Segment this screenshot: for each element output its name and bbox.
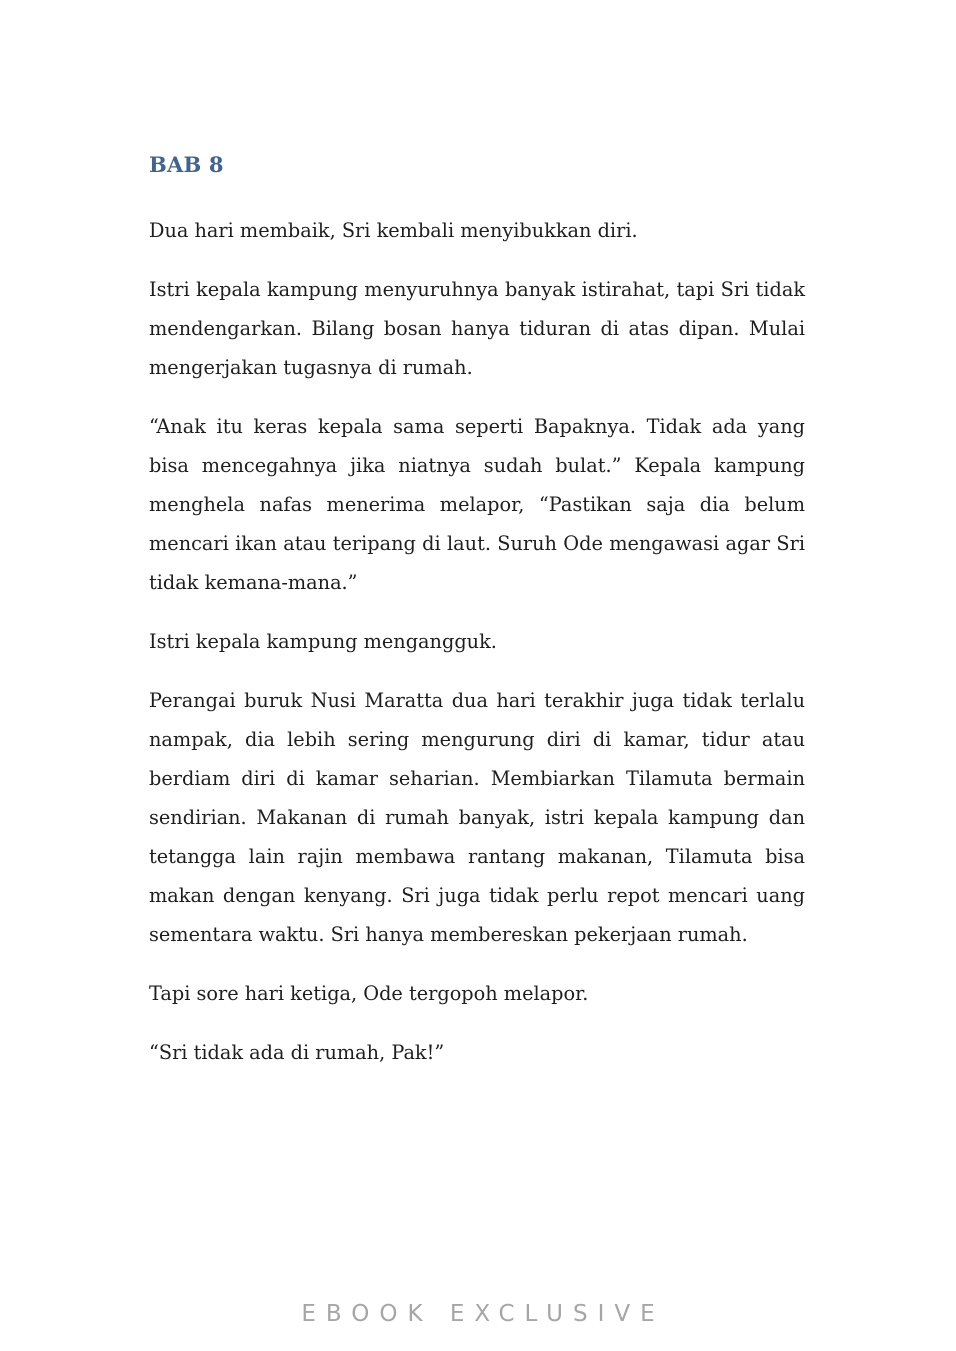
paragraph: Dua hari membaik, Sri kembali menyibukkan diri. [149, 219, 638, 242]
paragraph: Perangai buruk Nusi Maratta dua hari terakhir juga tidak terlalu nampak, dia lebih sering mengurung diri di kamar, tidur atau berdiam diri di kamar seharian. Membiarkan Tilamuta bermain sendirian. Makanan di rumah banyak, istri kepala kampung dan tetangga lain rajin membawa rantang makanan, Tilamuta bisa makan dengan kenyang. Sri juga tidak perlu repot mencari uang sementara waktu. Sri hanya membereskan pekerjaan rumah. [149, 689, 805, 946]
chapter-title: BAB 8 [149, 152, 224, 177]
paragraph: Tapi sore hari ketiga, Ode tergopoh melapor. [149, 982, 589, 1005]
ebook-footer-label: EBOOK EXCLUSIVE [301, 1301, 665, 1327]
paragraph: “Sri tidak ada di rumah, Pak!” [149, 1041, 445, 1064]
paragraph: “Anak itu keras kepala sama seperti Bapaknya. Tidak ada yang bisa mencegahnya jika niatnya sudah bulat.” Kepala kampung menghela nafas menerima melapor, “Pastikan saja dia belum mencari ikan atau teripang di laut. Suruh Ode mengawasi agar Sri tidak kemana-mana.” [149, 415, 805, 594]
page-content [149, 152, 805, 1092]
paragraph: Istri kepala kampung mengangguk. [149, 630, 497, 653]
paragraph: Istri kepala kampung menyuruhnya banyak istirahat, tapi Sri tidak mendengarkan. Bilang bosan hanya tiduran di atas dipan. Mulai mengerjakan tugasnya di rumah. [149, 278, 805, 379]
